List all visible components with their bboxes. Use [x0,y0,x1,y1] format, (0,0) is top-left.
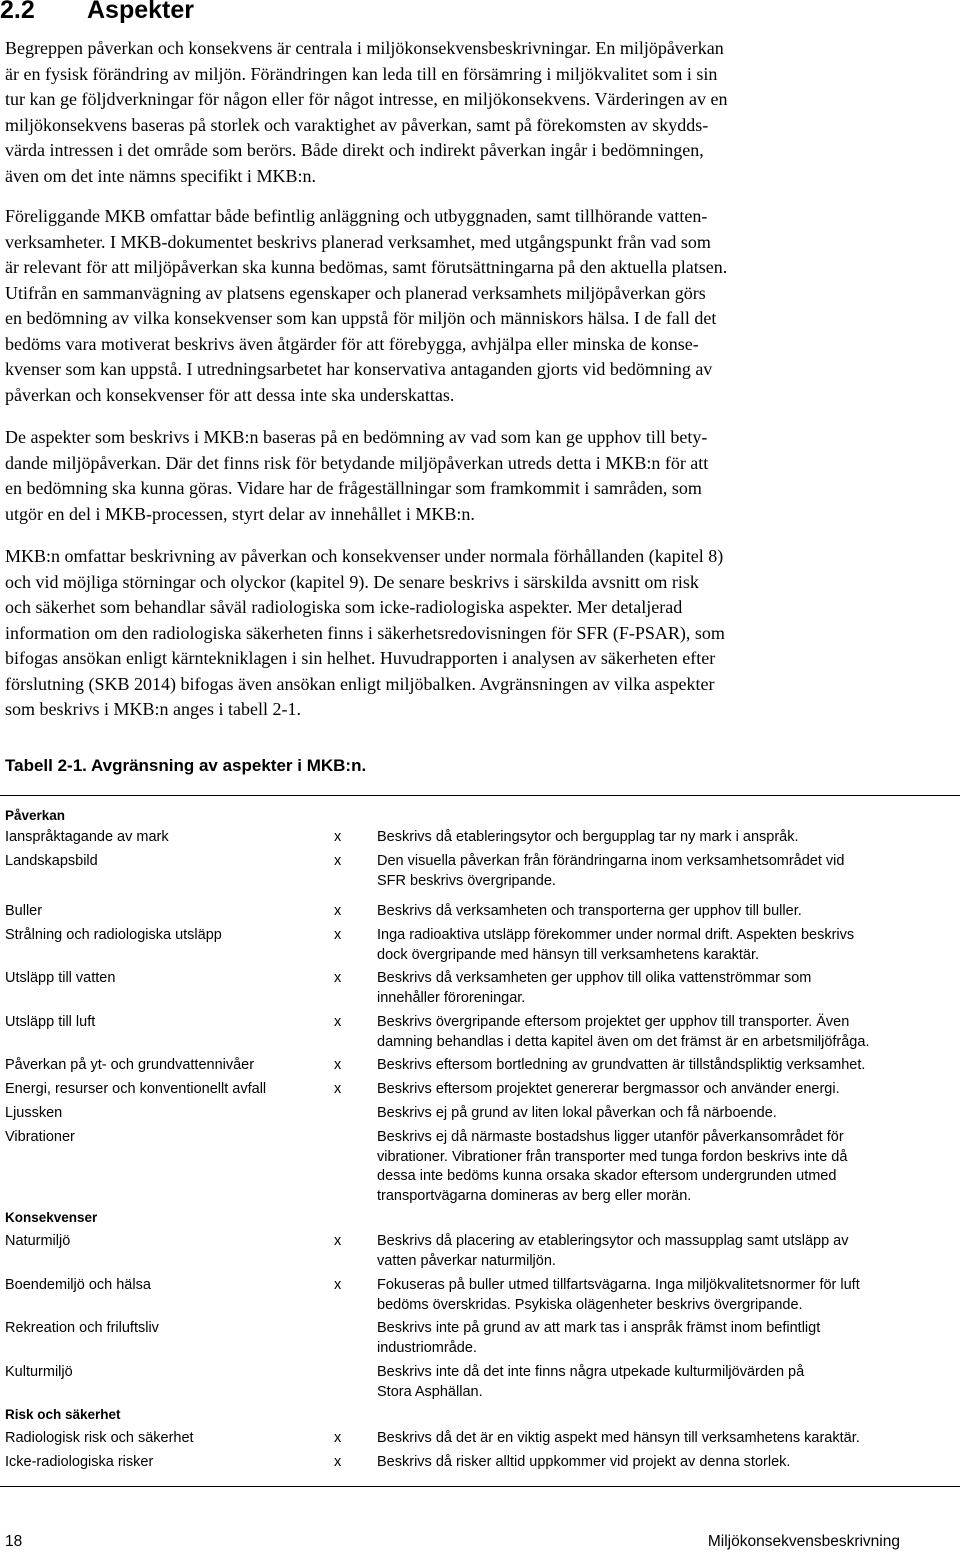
included-mark: x [334,1454,342,1470]
included-mark: x [334,1430,342,1446]
aspect-name: Vibrationer [5,1129,75,1145]
aspect-name: Energi, resurser och konventionellt avfall [5,1081,267,1097]
description-line: Beskrivs då verksamheten och transporterna ger upphov till buller. [377,903,802,919]
description-line: Beskrivs inte då det inte finns några utpekade kulturmiljövärden på [377,1364,805,1380]
aspect-description [377,969,960,1008]
section-heading [0,0,950,26]
included-mark: x [334,927,342,943]
included-mark: x [334,1057,342,1073]
paragraph-2 [5,204,955,408]
description-line: Beskrivs då det är en viktig aspekt med hänsyn till verksamhetens karaktär. [377,1430,860,1446]
paragraph-line: bifogas ansökan enligt kärntekniklagen i sin helhet. Huvudrapporten i analysen av säkerheten efter [5,648,716,668]
aspect-description [377,1056,960,1076]
description-line: SFR beskrivs övergripande. [377,872,556,889]
paragraph-line: en bedömning ska kunna göras. Vidare har de frågeställningar som framkommit i samråden, som [5,478,702,498]
description-line: industriområde. [377,1339,477,1356]
aspect-name: Landskapsbild [5,853,98,869]
description-line: vibrationer. Vibrationer från transporter med tunga fordon beskrivs inte då [377,1148,848,1165]
description-line: Inga radioaktiva utsläpp förekommer under normal drift. Aspekten beskrivs [377,927,855,943]
aspect-name: Strålning och radiologiska utsläpp [5,927,222,943]
paragraph-line: MKB:n omfattar beskrivning av påverkan och konsekvenser under normala förhållanden (kapitel 8) [5,546,724,566]
included-mark: x [334,1081,342,1097]
paragraph-line: en bedömning av vilka konsekvenser som kan uppstå för miljön och människors hälsa. I de fall det [5,308,717,328]
description-line: transportvägarna domineras av berg eller morän. [377,1187,692,1204]
included-mark: x [334,903,342,919]
section-title: Aspekter [87,0,194,24]
aspect-description [377,1128,960,1206]
paragraph-line: Föreliggande MKB omfattar både befintlig anläggning och utbyggnaden, samt tillhörande vatten- [5,206,708,226]
aspect-name: Rekreation och friluftsliv [5,1320,159,1336]
description-line: Beskrivs då etableringsytor och bergupplag tar ny mark i anspråk. [377,829,799,845]
included-mark: x [334,853,342,869]
paragraph-line: tur kan ge följdverkningar för någon eller för något intresse, en miljökonsekvens. Värderingen av en [5,89,728,109]
paragraph-line: verksamheter. I MKB-dokumentet beskrivs planerad verksamhet, med utgångspunkt från vad som [5,231,711,252]
paragraph-line: utgör en del i MKB-processen, styrt delar av innehållet i MKB:n. [5,503,475,524]
description-line: Den visuella påverkan från förändringarna inom verksamhetsområdet vid [377,853,845,869]
aspect-description [377,828,960,848]
table-section-heading: Påverkan [5,808,66,823]
included-mark: x [334,970,342,986]
aspect-name: Icke-radiologiska risker [5,1454,154,1470]
paragraph-1 [5,36,955,189]
aspect-name: Radiologisk risk och säkerhet [5,1430,194,1446]
table-top-rule [0,795,960,796]
description-line: vatten påverkar naturmiljön. [377,1252,556,1269]
description-line: Beskrivs då risker alltid uppkommer vid projekt av denna storlek. [377,1454,791,1470]
description-line: Beskrivs eftersom bortledning av grundvatten är tillståndspliktig verksamhet. [377,1057,866,1073]
included-mark: x [334,829,342,845]
paragraph-line: kvenser som kan uppstå. I utredningsarbetet har konservativa antaganden gjorts vid bedömning av [5,359,713,379]
aspect-name: Påverkan på yt- och grundvattennivåer [5,1057,255,1073]
description-line: bedöms överskridas. Psykiska olägenheter beskrivs övergripande. [377,1296,803,1313]
paragraph-line: information om den radiologiska säkerheten finns i säkerhetsredovisningen för SFR (F-PSAR), som [5,622,725,643]
aspect-description [377,852,960,891]
aspect-description [377,1363,960,1402]
table-section-heading: Konsekvenser [5,1210,98,1225]
table-caption: Tabell 2-1. Avgränsning av aspekter i MKB:n. [5,756,367,775]
description-line: damning behandlas i detta kapitel även om det främst är en arbetsmiljöfråga. [377,1033,870,1050]
document-title: Miljökonsekvensbeskrivning [707,1533,900,1550]
paragraph-line: som beskrivs i MKB:n anges i tabell 2-1. [5,699,301,719]
aspect-name: Ianspråktagande av mark [5,829,169,845]
paragraph-line: påverkan och konsekvenser för att dessa inte ska underskattas. [5,384,455,405]
paragraph-line: är relevant för att miljöpåverkan ska kunna bedömas, samt förutsättningarna på den aktuella platsen. [5,257,728,277]
description-line: innehåller föroreningar. [377,989,526,1006]
description-line: dock övergripande med hänsyn till verksamhetens karaktär. [377,946,760,963]
aspect-name: Ljussken [5,1105,63,1121]
paragraph-line: förslutning (SKB 2014) bifogas även ansökan enligt miljöbalken. Avgränsningen av vilka aspekter [5,673,715,694]
paragraph-4 [5,544,955,723]
paragraph-line: även om det inte nämns specifikt i MKB:n. [5,165,316,186]
description-line: dessa inte bedöms kunna orsaka skador eftersom undergrunden utmed [377,1168,837,1184]
aspect-description [377,1453,960,1473]
included-mark: x [334,1277,342,1293]
table-bottom-rule [0,1486,960,1487]
aspect-description [377,1319,960,1358]
aspect-description [377,1232,960,1271]
aspect-description [377,1080,960,1100]
aspect-description [377,926,960,965]
description-line: Beskrivs då placering av etableringsytor och massupplag samt utsläpp av [377,1233,849,1249]
aspect-description [377,1429,960,1449]
paragraph-line: Begreppen påverkan och konsekvens är centrala i miljökonsekvensbeskrivningar. En miljöpåverkan [5,38,724,58]
aspect-description [377,1276,960,1315]
paragraph-3 [5,425,955,527]
paragraph-line: bedöms vara motiverat beskrivs även åtgärder för att förebygga, avhjälpa eller minska de konse- [5,333,699,354]
table-section-heading: Risk och säkerhet [5,1407,121,1422]
section-number: 2.2 [0,0,35,24]
description-line: Beskrivs då verksamheten ger upphov till olika vattenströmmar som [377,970,812,986]
description-line: Beskrivs ej då närmaste bostadshus ligger utanför påverkansområdet för [377,1129,844,1145]
paragraph-line: dande miljöpåverkan. Där det finns risk för betydande miljöpåverkan utreds detta i MKB:n för att [5,452,709,473]
included-mark: x [334,1233,342,1249]
aspect-name: Naturmiljö [5,1233,71,1249]
description-line: Beskrivs inte på grund av att mark tas i anspråk främst inom befintligt [377,1320,821,1336]
paragraph-line: De aspekter som beskrivs i MKB:n baseras på en bedömning av vad som kan ge upphov till bety- [5,427,708,447]
aspect-name: Utsläpp till vatten [5,970,116,986]
included-mark: x [334,1014,342,1030]
aspect-description [377,1013,960,1052]
aspect-name: Utsläpp till luft [5,1014,96,1030]
paragraph-line: värda intressen i det område som berörs. Både direkt och indirekt påverkan ingår i bedömningen, [5,140,704,160]
paragraph-line: och säkerhet som behandlar såväl radiologiska som icke-radiologiska aspekter. Mer detaljerad [5,597,683,617]
paragraph-line: Utifrån en sammanvägning av platsens egenskaper och planerad verksamhets miljöpåverkan görs [5,282,706,303]
description-line: Beskrivs övergripande eftersom projektet ger upphov till transporter. Även [377,1014,850,1030]
description-line: Stora Asphällan. [377,1383,483,1400]
page-number: 18 [5,1533,23,1550]
description-line: Beskrivs ej på grund av liten lokal påverkan och få närboende. [377,1105,777,1121]
aspect-name: Kulturmiljö [5,1364,73,1380]
paragraph-line: miljökonsekvens baseras på storlek och varaktighet av påverkan, samt på förekomsten av skydds- [5,114,709,135]
description-line: Beskrivs eftersom projektet genererar bergmassor och använder energi. [377,1081,840,1097]
description-line: Fokuseras på buller utmed tillfartsvägarna. Inga miljökvalitetsnormer för luft [377,1277,860,1293]
paragraph-line: är en fysisk förändring av miljön. Förändringen kan leda till en försämring i miljökvalitet som i sin [5,63,718,84]
paragraph-line: och vid möjliga störningar och olyckor (kapitel 9). De senare beskrivs i särskilda avsnitt om risk [5,571,699,592]
aspect-description [377,902,960,922]
aspect-description [377,1104,960,1124]
aspect-name: Boendemiljö och hälsa [5,1277,151,1293]
aspect-name: Buller [5,903,43,919]
